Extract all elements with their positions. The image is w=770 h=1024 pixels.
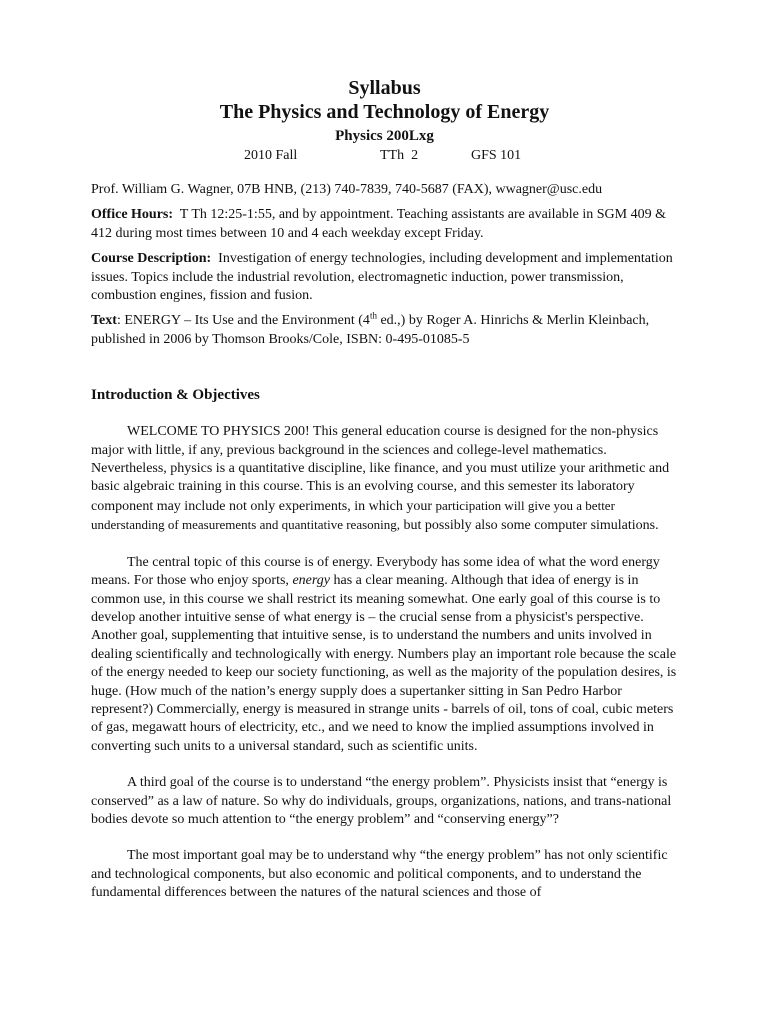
paragraph-welcome-b: participation will give you a better understanding of measurements and quantitative reasoning, [91, 497, 615, 533]
instructor-contact: Prof. William G. Wagner, 07B HNB, (213) 740-7839, 740-5687 (FAX), wwagner@usc.edu [91, 182, 603, 197]
office-hours [91, 206, 678, 243]
office-hours-label: Office Hours: [91, 207, 174, 223]
course-description [91, 250, 678, 305]
paragraph-welcome-a: WELCOME TO PHYSICS 200! This general education course is designed for the non-physics major with little, if any, previous background in the sciences and college-level mathematics. Nevertheless, physics is a quantitative discipline, like finance, and you must utilize your arithmetic and basic algebraic training in this course. This is an evolving course, and this semester its laboratory component may include not only experiments, in which your [91, 424, 670, 514]
document-title: Syllabus [348, 77, 421, 99]
course-time: TTh 2 [380, 148, 419, 163]
paragraph-most-important-goal: The most important goal may be to understand why “the energy problem” has not only scientific and technological components, but also economic and political components, and to understand the fundamental differences between the natures of the natural sciences and those of [91, 848, 668, 901]
paragraph-central-a: The central topic of this course is of energy. Everybody has some idea of what the word energy means. For those who enjoy sports, [91, 554, 660, 589]
textbook-text-start: : ENERGY – Its Use and the Environment (4 [116, 313, 370, 329]
office-hours-text: T Th 12:25-1:55, and by appointment. Teaching assistants are available in SGM 409 & 412 during most times between 10 and 4 each weekday except Friday. [91, 207, 667, 241]
course-schedule-line [91, 147, 678, 165]
paragraph-welcome [91, 423, 678, 535]
paragraph-third-goal: A third goal of the course is to understand “the energy problem”. Physicists insist that “energy is conserved” as a law of nature. So why do individuals, groups, organizations, nations, and trans-national bodies devote so much attention to “the energy problem” and “conserving energy”? [91, 775, 672, 827]
textbook-text-end: ed.,) by Roger A. Hinrichs & Merlin Kleinbach, published in 2006 by Thomson Brooks/Cole, ISBN: 0-495-01085-5 [91, 313, 650, 347]
course-description-label: Course Description: [91, 251, 212, 267]
course-room: GFS 101 [471, 148, 522, 163]
course-description-text: Investigation of energy technologies, including development and implementation issues. Topics include the industrial revolution, electromagnetic induction, power transmission, combustion engines, fission and fusion. [91, 251, 673, 304]
paragraph-central-topic [91, 554, 678, 756]
course-code: Physics 200Lxg [335, 128, 434, 144]
paragraph-central-em: energy [292, 573, 331, 589]
document-subtitle: The Physics and Technology of Energy [219, 101, 550, 123]
textbook-edition-sup: th [369, 310, 377, 321]
paragraph-welcome-c: but possibly also some computer simulations. [400, 518, 659, 534]
textbook-info [91, 312, 678, 349]
section-heading: Introduction & Objectives [91, 387, 260, 404]
course-term: 2010 Fall [244, 148, 298, 163]
textbook-label: Text [91, 313, 117, 329]
paragraph-central-b: has a clear meaning. Although that idea of energy is in common use, in this course we shall restrict its meaning somewhat. One early goal of this course is to develop another intuitive sense of what energy is – the crucial sense from a physicist's perspective. Another goal, supplementing that intuitive sense, is to understand the numbers and units involved in dealing scientifically and technologically with energy. Numbers play an important role because the scale of the energy needed to keep our society functioning, as well as the majority of the population desires, is huge. (How much of the nation’s energy supply does a supertanker sitting in San Pedro Harbor represent?) Commercially, energy is measured in strange units - barrels of oil, tons of coal, cubic meters of gas, megawatt hours of electricity, etc., and we need to know the implied assumptions involved in converting such units to a universal standard, such as scientific units. [91, 573, 677, 754]
